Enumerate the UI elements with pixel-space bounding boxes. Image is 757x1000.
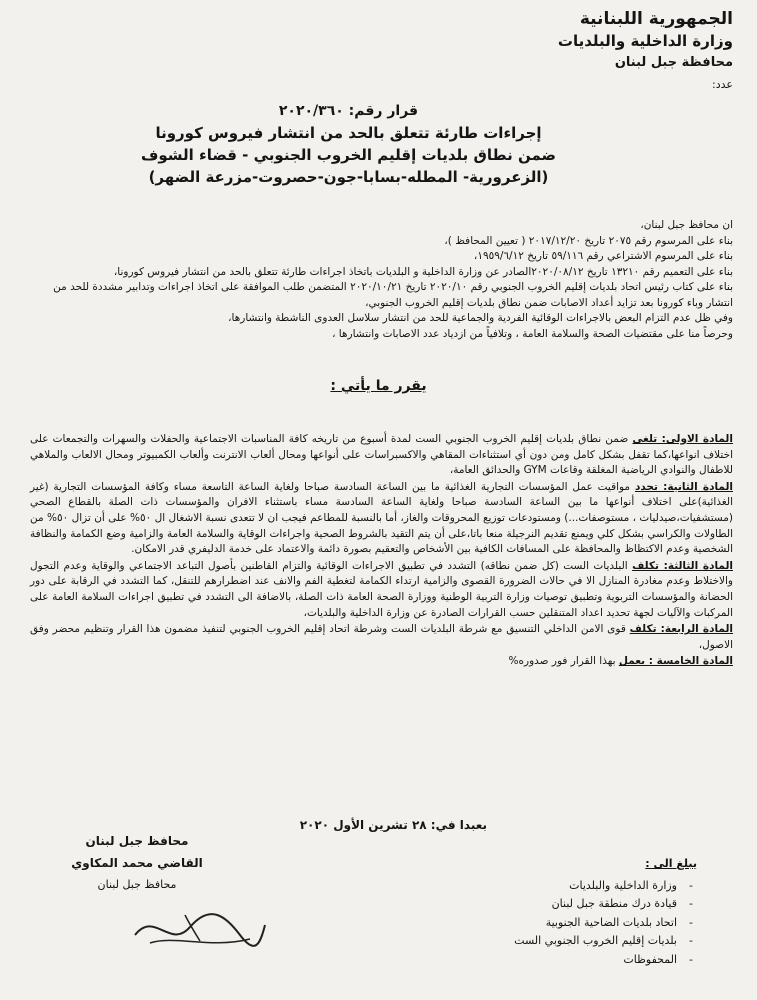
distribution-list (497, 855, 697, 969)
article-text: مواقيت عمل المؤسسات التجارية الغذائية ما بين الساعة السادسة صباحا ولغاية الساعة التاسعة مساء وكافة المؤسسات التجارية (غير الغذائية)على اختلاف أنواعها ما بين الساعة السادسة صباحا ولغاية الساعة السادسة مساء باستثناء الافران والمؤسسات ذات الصلة بالقطاع الصحي (مستشفيات،صيدليات ، مستوصفات...) ومستودعات توزيع المحروقات والغاز، أما بالنسبة للمطاعم فيجب ان لا تتعدى نسبة الاشغال ال ٥٠% على أن تزال ٥٠% من الطاولات والكراسي بشكل كلي ويمنع تقديم النرجيلة منعا باتا،على أن يتم التقيد بالشروط الصحية واجراءات الوقاية والسلامة العامة والزامية وضع الكمامة والنظافة الشخصية وعدم الاكتظاظ والمحافظة على المسافات الكافية بين الأشخاص والتعقيم بصورة دائمة والاعتماد على خدمة الدليفري قدر الامكان. (30, 480, 733, 556)
dash-icon: - (689, 952, 693, 966)
article-2 (30, 480, 733, 558)
article-label: المادة الخامسة : يعمل (618, 655, 733, 668)
signatory-title: محافظ جبل لبنان (85, 834, 189, 848)
article-1 (30, 432, 733, 479)
articles (30, 432, 733, 671)
preamble (36, 218, 733, 342)
number-label: عدد: (712, 78, 733, 91)
article-label: المادة الاولى: تلغى (632, 433, 733, 445)
republic-name: الجمهورية اللبنانية (579, 9, 733, 29)
decides-heading: يقرر ما يأتي : (330, 378, 427, 394)
distribution-item (497, 877, 697, 896)
preamble-line: بناء على كتاب رئيس اتحاد بلديات إقليم الخروب الجنوبي رقم ٢٠٢٠/١٠ تاريخ ٢٠٢٠/١٠/٢١ المتضمن طلب الموافقة على اتخاذ اجراءات وتدابير مشددة للحد من انتشار وباء كورونا بعد تزايد أعداد الاصابات ضمن نطاق بلديات إقليم الخروب الجنوبي، (53, 281, 733, 309)
decision-heading (60, 100, 637, 188)
article-label: المادة الثالثة: تكلف (632, 559, 734, 572)
article-4 (30, 622, 733, 653)
preamble-line: بناء على المرسوم رقم ٢٠٧٥ تاريخ ٢٠١٧/١٢/٢٠ ( تعيين المحافظ )، (444, 234, 733, 247)
article-label: المادة الرابعة: تكلف (629, 623, 734, 636)
distribution-item (497, 895, 697, 914)
dash-icon: - (689, 915, 693, 929)
decision-title-line-2: ضمن نطاق بلديات إقليم الخروب الجنوبي - قضاء الشوف (140, 146, 557, 164)
handwritten-signature (130, 905, 270, 955)
letterhead (558, 8, 733, 96)
distribution-item-label: بلديات إقليم الخروب الجنوبي الست (514, 934, 677, 947)
signatory-name: القاضي محمد المكاوي (71, 856, 203, 870)
signature-block (37, 830, 237, 896)
signatory-place: محافظ جبل لبنان (97, 878, 177, 891)
distribution-item-label: المحفوظات (623, 952, 677, 966)
preamble-line: وحرصاً منا على مقتضيات الصحة والسلامة العامة ، وتلافياً من ازدياد عدد الاصابات وانتشارها ، (332, 327, 733, 340)
dash-icon: - (689, 878, 693, 892)
distribution-item-label: وزارة الداخلية والبلديات (569, 878, 677, 892)
article-text: قوى الامن الداخلي التنسيق مع شرطة البلديات الست وشرطة اتحاد إقليم الخروب الجنوبي لتنفيذ مضمون هذا القرار وتنظيم محضر وفق الاصول، (30, 623, 733, 651)
article-3 (30, 559, 733, 621)
governorate-name: محافظة جبل لبنان (614, 55, 733, 70)
distribution-item (497, 932, 697, 951)
decision-title-line-1: إجراءات طارئة تتعلق بالحد من انتشار فيروس كورونا (155, 124, 542, 142)
preamble-line: بناء على التعميم رقم ١٣٢١٠ تاريخ ٢٠٢٠/٠٨/١٢الصادر عن وزارة الداخلية و البلديات باتخاذ اجراءات طارئة تتعلق بالحد من انتشار فيروس كورونا، (113, 265, 733, 278)
decision-title-line-3: (الزعرورية- المطله-بسابا-جون-حصروت-مزرعة الضهر) (148, 168, 549, 186)
distribution-item (497, 951, 697, 970)
dash-icon: - (689, 897, 693, 910)
article-text: بهذا القرار فور صدوره% (508, 655, 619, 668)
article-text: ضمن نطاق بلديات إقليم الخروب الجنوبي الست لمدة أسبوع من تاريخه كافة المناسبات الاجتماعية والحفلات والسهرات والتجمعات على اختلاف انواعها،كما تقفل بشكل كامل ومن دون أي استثناءات المقاهي والاكسبراسات على أنواعها ومحال ألعاب الانترنت وألعاب الكمبيوتر ومحال الالعاب والملاهي للاطفال والنوادي الرياضية المغلقة وقاعات GYM والحدائق العامة، (30, 433, 733, 477)
preamble-line: وفي ظل عدم التزام البعض بالاجراءات الوقائية الفردية والجماعية للحد من انتشار سلاسل العدوى الناشطة وانتشارها، (228, 312, 733, 324)
article-label: المادة الثانية: تحدد (634, 480, 733, 493)
distribution-title: يبلغ الى : (645, 857, 697, 870)
distribution-item (497, 914, 697, 933)
article-5 (30, 654, 733, 670)
preamble-line: ان محافظ جبل لبنان، (640, 219, 733, 231)
decision-number: قرار رقم: ٢٠٢٠/٣٦٠ (278, 103, 419, 119)
distribution-item-label: اتحاد بلديات الضاحية الجنوبية (545, 915, 677, 929)
dash-icon: - (689, 934, 693, 947)
article-text: البلديات الست (كل ضمن نطاقه) التشدد في تطبيق الاجراءات الوقائية والتزام القاطنين بأصول التباعد الاجتماعي والوقاية وعدم التجول والاختلاط وعدم مغادرة المنازل الا في حالات الضرورة القصوى والزامية ارتداء الكمامة لتغطية الفم والانف عند اضطرارهم للتنقل، كما التشدد في الرقابة على دور الحضانة والمؤسسات التربوية وتطبيق توصيات وزارة التربية الوطنية ووزارة الصحة العامة ذات الصلة، بالاضافة الى التشدد في تطبيق اجراءات السلامة العامة على المركبات والآليات لجهة تحديد اعداد المتنقلين حسب القرارات الصادرة عن وزارة الداخلية والبلديات، (30, 559, 733, 619)
issue-date: بعبدا في: ٢٨ تشرين الأول ٢٠٢٠ (299, 818, 487, 832)
preamble-line: بناء على المرسوم الاشتراعي رقم ٥٩/١١٦ تاريخ ١٩٥٩/٦/١٢، (473, 250, 733, 262)
ministry-name: وزارة الداخلية والبلديات (557, 32, 733, 50)
distribution-item-label: قيادة درك منطقة جبل لبنان (551, 897, 677, 910)
